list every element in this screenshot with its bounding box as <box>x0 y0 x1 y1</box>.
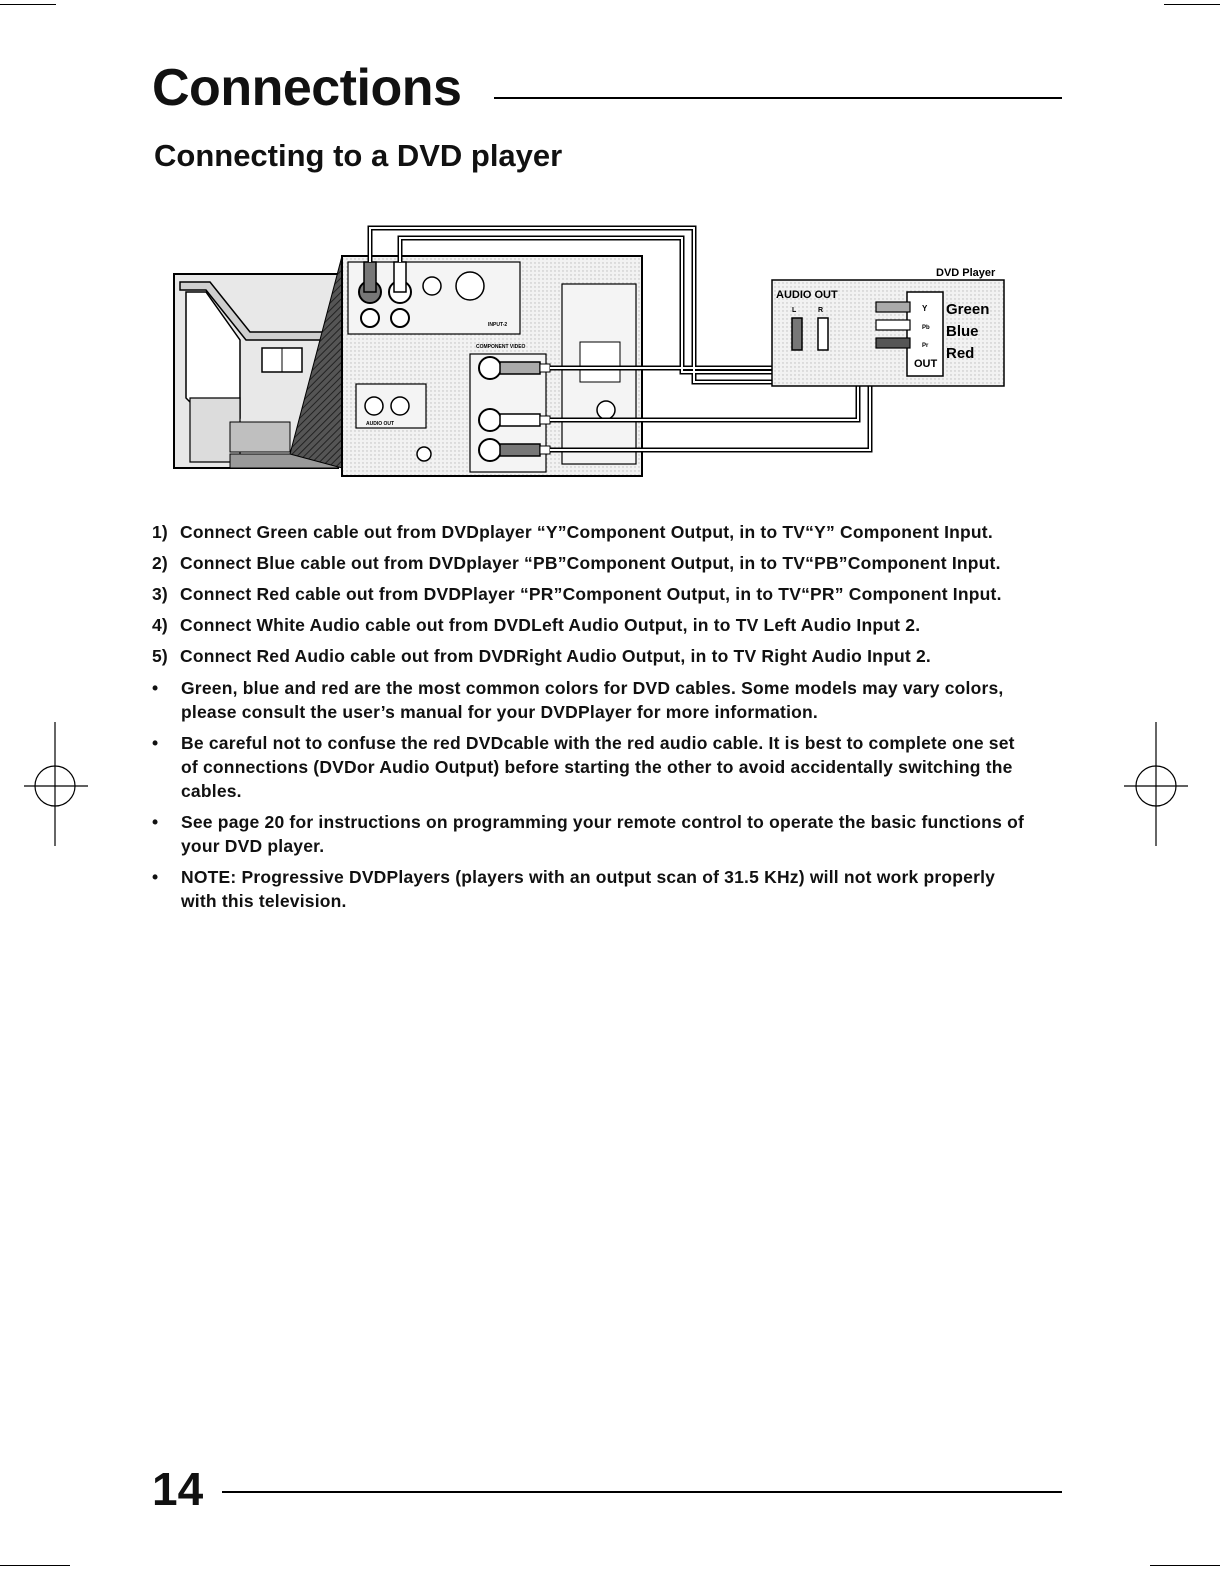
jack-pb-label: Pb <box>922 325 930 331</box>
note-text: Be careful not to confuse the red DVDcable with the red audio cable. It is best to complete one set of connections (DVDor Audio Output) before starting the other to avoid accidentally switching the cables. <box>181 733 1015 801</box>
connection-steps <box>152 521 1052 676</box>
connection-diagram <box>170 222 1010 484</box>
color-blue-label: Blue <box>946 323 979 340</box>
note-text: Green, blue and red are the most common colors for DVD cables. Some models may vary colors, please consult the user’s manual for your DVDPlayer for more information. <box>181 678 1004 722</box>
step-text: Connect White Audio cable out from DVDLeft Audio Output, in to TV Left Audio Input 2. <box>180 615 921 635</box>
dvd-player-panel <box>772 267 1004 386</box>
tv-audio-out-label: AUDIO OUT <box>366 421 395 427</box>
note-text: See page 20 for instructions on programming your remote control to operate the basic functions of your DVD player. <box>181 812 1024 856</box>
tv-input-label: INPUT-2 <box>488 322 508 328</box>
bullet-icon: • <box>152 812 159 832</box>
page-number: 14 <box>152 1463 204 1515</box>
jack-y-label: Y <box>922 304 928 313</box>
step-item <box>152 614 1052 645</box>
note-item <box>152 865 1032 913</box>
step-item <box>152 583 1052 614</box>
note-item <box>152 810 1032 858</box>
color-red-label: Red <box>946 345 975 362</box>
footer-rule <box>222 1491 1062 1493</box>
page-title: Connections <box>152 59 462 117</box>
step-text: Connect Green cable out from DVDplayer “Y”Component Output, in to TV“Y” Component Input. <box>180 522 993 542</box>
audio-out-label: AUDIO OUT <box>776 289 838 301</box>
step-text: Connect Blue cable out from DVDplayer “PB”Component Output, in to TV“PB”Component Input. <box>180 553 1001 573</box>
crop-mark-bottom-right <box>1150 1565 1220 1566</box>
step-item <box>152 521 1052 552</box>
step-item <box>152 645 1052 676</box>
note-text: Progressive DVDPlayers (players with an output scan of 31.5 KHz) will not work properly with this television. <box>181 867 996 911</box>
crop-mark-bottom-left <box>0 1565 70 1566</box>
dvd-player-label: DVD Player <box>936 267 996 279</box>
bullet-icon: • <box>152 678 159 698</box>
crop-mark-top-right <box>1164 4 1220 5</box>
color-green-label: Green <box>946 301 990 318</box>
step-number: 5) <box>152 646 168 666</box>
note-label: NOTE: <box>181 867 237 887</box>
step-text: Connect Red cable out from DVDPlayer “PR”Component Output, in to TV“PR” Component Input. <box>180 584 1002 604</box>
title-rule <box>494 97 1062 99</box>
bullet-icon: • <box>152 867 159 887</box>
bullet-icon: • <box>152 733 159 753</box>
out-label: OUT <box>914 358 938 370</box>
tv-cabinet <box>174 256 342 468</box>
tv-component-label: COMPONENT VIDEO <box>476 344 526 350</box>
registration-mark-right <box>1124 722 1188 846</box>
audio-r-label: R <box>818 307 824 314</box>
crop-mark-top-left <box>0 4 56 5</box>
step-number: 1) <box>152 522 168 542</box>
notes-list <box>152 676 1032 920</box>
step-number: 3) <box>152 584 168 604</box>
step-item <box>152 552 1052 583</box>
audio-l-label: L <box>792 307 797 314</box>
step-text: Connect Red Audio cable out from DVDRight Audio Output, in to TV Right Audio Input 2. <box>180 646 931 666</box>
jack-pr-label: Pr <box>922 343 929 349</box>
note-item <box>152 676 1032 724</box>
section-subtitle: Connecting to a DVD player <box>154 138 563 173</box>
step-number: 4) <box>152 615 168 635</box>
note-item <box>152 731 1032 803</box>
registration-mark-left <box>24 722 88 846</box>
step-number: 2) <box>152 553 168 573</box>
